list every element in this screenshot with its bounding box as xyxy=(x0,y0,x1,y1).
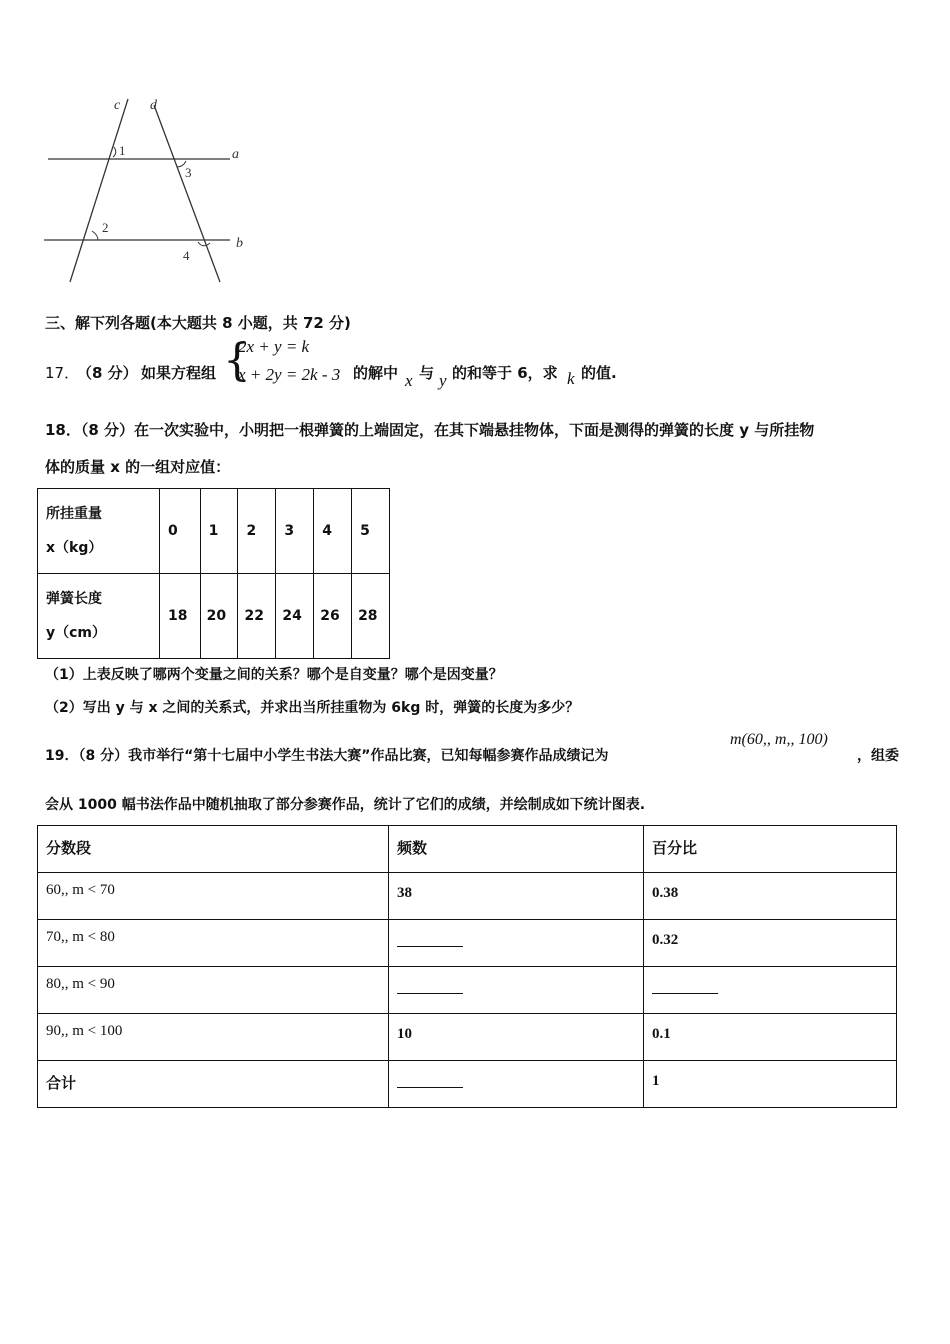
freq-cell: 10 xyxy=(389,1014,644,1061)
q18-line2: 体的质量 x 的一组对应值： xyxy=(45,458,231,476)
label-angle-3: 3 xyxy=(185,165,192,180)
table-cell: 22 xyxy=(238,574,276,659)
label-angle-4: 4 xyxy=(183,248,190,263)
table-row xyxy=(38,967,897,1014)
pct-cell: 0.32 xyxy=(644,920,897,967)
table-header-row xyxy=(38,826,897,873)
table-row xyxy=(38,1061,897,1108)
q17-number: 17． xyxy=(45,364,80,382)
range-cell: 60,, m < 70 xyxy=(38,873,389,920)
table-row xyxy=(38,574,390,659)
pct-cell: 1 xyxy=(644,1061,897,1108)
header-range: 分数段 xyxy=(38,826,389,873)
q17-var-y: y xyxy=(439,371,447,390)
q17-eq1: 2x + y = k xyxy=(238,337,310,356)
table-cell: 20 xyxy=(200,574,238,659)
label-c: c xyxy=(114,98,121,113)
table-cell: 0 xyxy=(160,489,201,574)
table-cell: 4 xyxy=(314,489,352,574)
table-row xyxy=(38,1014,897,1061)
answer-blank xyxy=(397,932,463,947)
answer-blank xyxy=(652,979,718,994)
q17-text-mid3: 的和等于 6，求 xyxy=(452,364,558,382)
table-cell: 5 xyxy=(352,489,390,574)
label-angle-1: 1 xyxy=(119,143,126,158)
header-pct: 百分比 xyxy=(644,826,897,873)
q18-line1: 18．（8 分）在一次实验中，小明把一根弹簧的上端固定，在其下端悬挂物体，下面是测得的弹簧的长度 y 与所挂物 xyxy=(45,421,815,439)
q18-table xyxy=(37,488,390,659)
table-cell: 3 xyxy=(276,489,314,574)
header-freq: 频数 xyxy=(389,826,644,873)
total-label: 合计 xyxy=(38,1061,389,1108)
table-row xyxy=(38,489,390,574)
row-label-length xyxy=(38,574,160,659)
pct-cell: 0.1 xyxy=(644,1014,897,1061)
row-label-weight xyxy=(38,489,160,574)
q19-line2: 会从 1000 幅书法作品中随机抽取了部分参赛作品，统计了它们的成绩，并绘制成如下统计图表. xyxy=(45,797,646,813)
system-brace: { xyxy=(223,335,251,386)
length-unit: y（cm） xyxy=(46,625,107,641)
q17-score: （8 分） xyxy=(77,364,138,382)
q18-sub1: （1）上表反映了哪两个变量之间的关系？哪个是自变量？哪个是因变量？ xyxy=(45,667,503,683)
table-cell: 1 xyxy=(200,489,238,574)
q17-var-k: k xyxy=(567,369,575,388)
table-row xyxy=(38,920,897,967)
q19-line1-end: ，组委 xyxy=(857,748,899,764)
label-b: b xyxy=(236,236,243,251)
length-label: 弹簧长度 xyxy=(46,591,102,607)
label-a: a xyxy=(232,147,239,162)
q17-text-before: 如果方程组 xyxy=(141,364,217,382)
q19-line1: 19．（8 分）我市举行“第十七届中小学生书法大赛”作品比赛，已知每幅参赛作品成绩记为 xyxy=(45,748,609,764)
q19-table xyxy=(37,825,897,1108)
pct-cell: 0.38 xyxy=(644,873,897,920)
table-cell: 26 xyxy=(314,574,352,659)
pct-blank xyxy=(644,967,897,1014)
table-row xyxy=(38,873,897,920)
answer-blank xyxy=(397,979,463,994)
table-cell: 24 xyxy=(276,574,314,659)
range-cell: 90,, m < 100 xyxy=(38,1014,389,1061)
label-angle-2: 2 xyxy=(102,220,109,235)
q17-eq2: x + 2y = 2k - 3 xyxy=(238,365,341,384)
q17-text-mid1: 的解中 xyxy=(353,364,399,382)
q17-text-end: 的值. xyxy=(581,364,617,382)
freq-blank xyxy=(389,967,644,1014)
line-c xyxy=(70,99,128,282)
table-cell: 18 xyxy=(160,574,201,659)
weight-label: 所挂重量 xyxy=(46,506,102,522)
q19-notation: m(60,, m,, 100) xyxy=(730,731,828,748)
weight-unit: x（kg） xyxy=(46,540,103,556)
q18-sub2: （2）写出 y 与 x 之间的关系式，并求出当所挂重物为 6kg 时，弹簧的长度为多少？ xyxy=(45,700,580,716)
parallel-lines-figure xyxy=(40,95,260,290)
q17-var-x: x xyxy=(405,371,413,390)
answer-blank xyxy=(397,1073,463,1088)
table-cell: 28 xyxy=(352,574,390,659)
range-cell: 70,, m < 80 xyxy=(38,920,389,967)
label-d: d xyxy=(150,98,157,113)
freq-cell: 38 xyxy=(389,873,644,920)
question-17 xyxy=(45,335,925,390)
section-heading: 三、解下列各题(本大题共 8 小题，共 72 分) xyxy=(45,314,351,332)
freq-blank xyxy=(389,920,644,967)
range-cell: 80,, m < 90 xyxy=(38,967,389,1014)
freq-blank xyxy=(389,1061,644,1108)
table-cell: 2 xyxy=(238,489,276,574)
q17-text-mid2: 与 xyxy=(419,364,435,382)
